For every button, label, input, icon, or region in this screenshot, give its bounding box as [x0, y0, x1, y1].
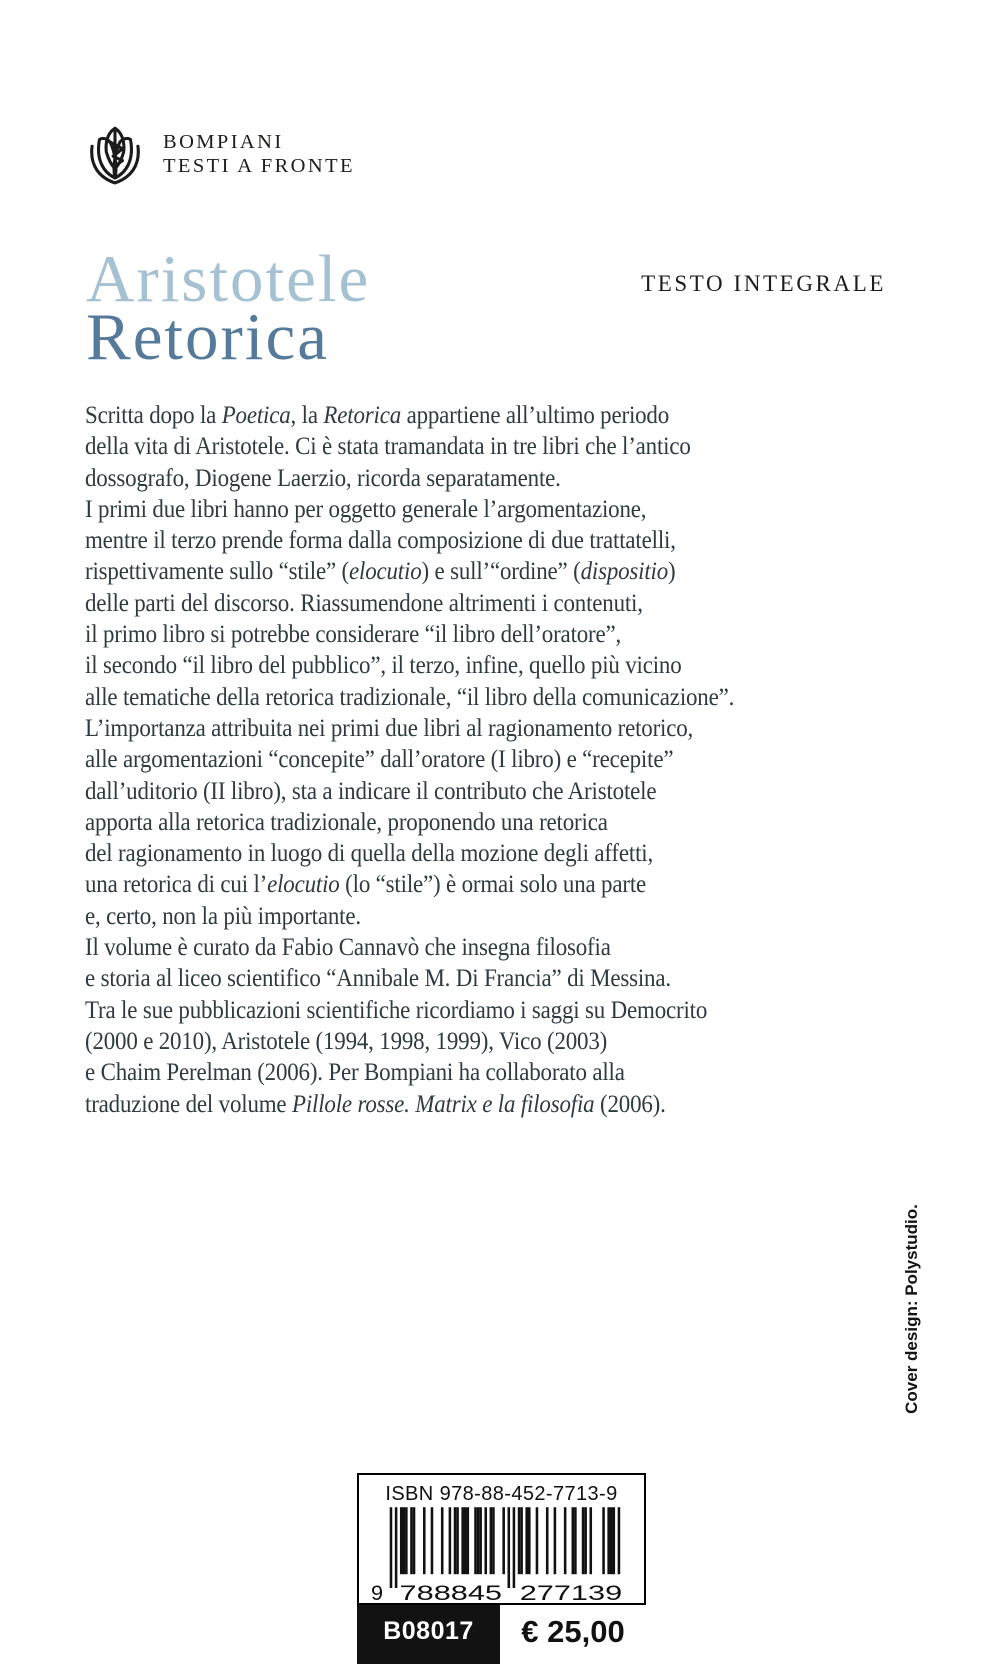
- description-line: traduzione del volume Pillole rosse. Matrix e la filosofia (2006).: [85, 1088, 666, 1118]
- description-line: rispettivamente sullo “stile” (elocutio) e sull’“ordine” (dispositio): [85, 556, 676, 586]
- description-line: e Chaim Perelman (2006). Per Bompiani ha collaborato alla: [85, 1057, 625, 1087]
- publisher-name-line1: BOMPIANI: [163, 131, 284, 153]
- description-line: della vita di Aristotele. Ci è stata tramandata in tre libri che l’antico: [85, 431, 691, 461]
- isbn-barcode-box: [357, 1473, 646, 1605]
- cover-design-credit: Cover design: Polystudio.: [902, 1204, 921, 1414]
- description-line: e, certo, non la più importante.: [85, 900, 361, 930]
- description-line: (2000 e 2010), Aristotele (1994, 1998, 1999), Vico (2003): [85, 1025, 608, 1055]
- isbn-label: ISBN 978-88-452-7713-9: [385, 1483, 618, 1505]
- purchase-row: [357, 1605, 646, 1664]
- publisher-brand: [84, 124, 355, 186]
- svg-text:9: 9: [370, 1579, 383, 1604]
- description-line: il secondo “il libro del pubblico”, il terzo, infine, quello più vicino: [85, 650, 682, 680]
- description-line: Il volume è curato da Fabio Cannavò che insegna filosofia: [85, 932, 611, 962]
- description-line: apporta alla retorica tradizionale, proponendo una retorica: [85, 806, 608, 836]
- book-title: Retorica: [86, 300, 329, 374]
- price-box: [500, 1605, 646, 1664]
- publisher-name: [163, 124, 355, 178]
- description-line: Tra le sue pubblicazioni scientifiche ricordiamo i saggi su Democrito: [85, 994, 708, 1024]
- svg-text:788845: 788845: [399, 1579, 502, 1604]
- publisher-name-line2: TESTI A FRONTE: [163, 155, 355, 177]
- back-cover-blurb: [85, 399, 806, 1119]
- description-line: I primi due libri hanno per oggetto generale l’argomentazione,: [85, 493, 647, 523]
- description-line: mentre il terzo prende forma dalla composizione di due trattatelli,: [85, 525, 676, 555]
- edition-label: TESTO INTEGRALE: [641, 271, 886, 296]
- description-line: delle parti del discorso. Riassumendone altrimenti i contenuti,: [85, 587, 643, 617]
- description-line: alle tematiche della retorica tradizionale, “il libro della comunicazione”.: [85, 681, 735, 711]
- description-line: il primo libro si potrebbe considerare “il libro dell’oratore”,: [85, 619, 622, 649]
- description-line: dossografo, Diogene Laerzio, ricorda separatamente.: [85, 462, 561, 492]
- description-line: L’importanza attribuita nei primi due libri al ragionamento retorico,: [85, 712, 694, 742]
- ean13-barcode: [370, 1507, 634, 1604]
- svg-text:277139: 277139: [519, 1579, 622, 1604]
- description-line: del ragionamento in luogo di quella della mozione degli affetti,: [85, 838, 654, 868]
- publisher-code: B08017: [383, 1617, 474, 1645]
- author-name: Aristotele: [86, 242, 371, 316]
- price: € 25,00: [521, 1613, 625, 1649]
- description-line: e storia al liceo scientifico “Annibale M. Di Francia” di Messina.: [85, 963, 671, 993]
- description-line: una retorica di cui l’elocutio (lo “stile”) è ormai solo una parte: [85, 869, 647, 899]
- publisher-code-box: [357, 1605, 500, 1664]
- bompiani-rose-logo-icon: [84, 124, 146, 186]
- description-line: alle argomentazioni “concepite” dall’oratore (I libro) e “recepite”: [85, 744, 674, 774]
- description-line: Scritta dopo la Poetica, la Retorica appartiene all’ultimo periodo: [85, 400, 670, 429]
- description-line: dall’uditorio (II libro), sta a indicare il contributo che Aristotele: [85, 775, 657, 805]
